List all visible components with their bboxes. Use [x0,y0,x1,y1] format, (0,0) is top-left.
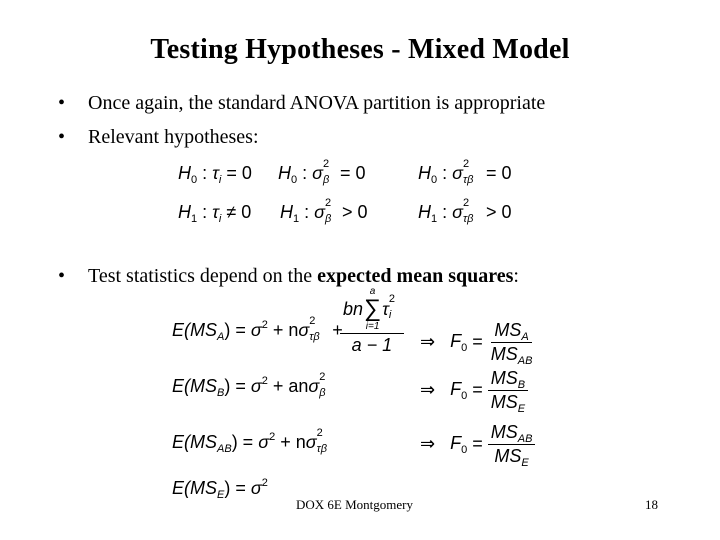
ems-a-fraction: bn a ∑ i=1 τ 2 i a − 1 [340,286,404,356]
footer-course-label: DOX 6E Montgomery [296,497,413,512]
bullet-text-end: : [513,265,519,287]
ems-a-equation: $E(MS_A) = \sigma^2 + n\sigma$ 2 τβ + [172,315,343,344]
hypothesis-h1-sigma-beta: $H_1$ : σ 2 β > 0 [280,197,368,226]
ems-a-f-statistic: ⇒ $F_0$ = $\frac{MS_A}{MS_{AB}}$ [420,320,533,367]
ems-ab-f-statistic: ⇒ $F_0$ = $\frac{MS_{AB}}{MS_E}$ [420,422,535,467]
hypothesis-h0-tau: $H_0$ : $\tau_i = 0$ [178,163,252,186]
ems-b-equation: $E(MS_B) = \sigma^2 + an\sigma$ 2 β [172,371,326,400]
hypothesis-h0-sigma-beta: $H_0$ : σ 2 β = 0 [278,158,366,187]
bullet-text: Relevant hypotheses: [88,126,259,148]
bullet-text: Once again, the standard ANOVA partition is appropriate [88,92,546,114]
hypothesis-h1-sigma-taubeta: $H_1$ : σ 2 τβ > 0 [418,197,512,226]
ems-b-f-statistic: ⇒ $F_0$ = $\frac{MS_B}{MS_E}$ [420,368,528,413]
bullet-emphasis: expected mean squares [317,265,514,287]
hypothesis-h1-tau: $H_1$ : $\tau_i \ne 0$ [178,202,252,225]
bullet-mark: • [58,265,66,287]
footer-page-number: 18 [645,497,658,512]
bullet-mark: • [58,126,66,148]
hypothesis-h0-sigma-taubeta: $H_0$ : σ 2 τβ = 0 [418,158,512,187]
bullet-relevant-hypotheses [58,126,259,149]
ems-ab-equation: $E(MS_{AB}) = \sigma^2 + n\sigma$ 2 τβ [172,427,327,456]
implies-icon: ⇒ [420,433,436,455]
bullet-anova-partition [58,92,545,115]
bullet-test-statistics [58,265,519,288]
slide-title: Testing Hypotheses - Mixed Model [150,34,570,65]
ems-e-equation: $E(MS_E) = \sigma^2$ [172,477,268,501]
bullet-mark: • [58,92,66,114]
implies-icon: ⇒ [420,379,436,401]
implies-icon: ⇒ [420,331,436,353]
bullet-text: Test statistics depend on the [88,265,318,287]
